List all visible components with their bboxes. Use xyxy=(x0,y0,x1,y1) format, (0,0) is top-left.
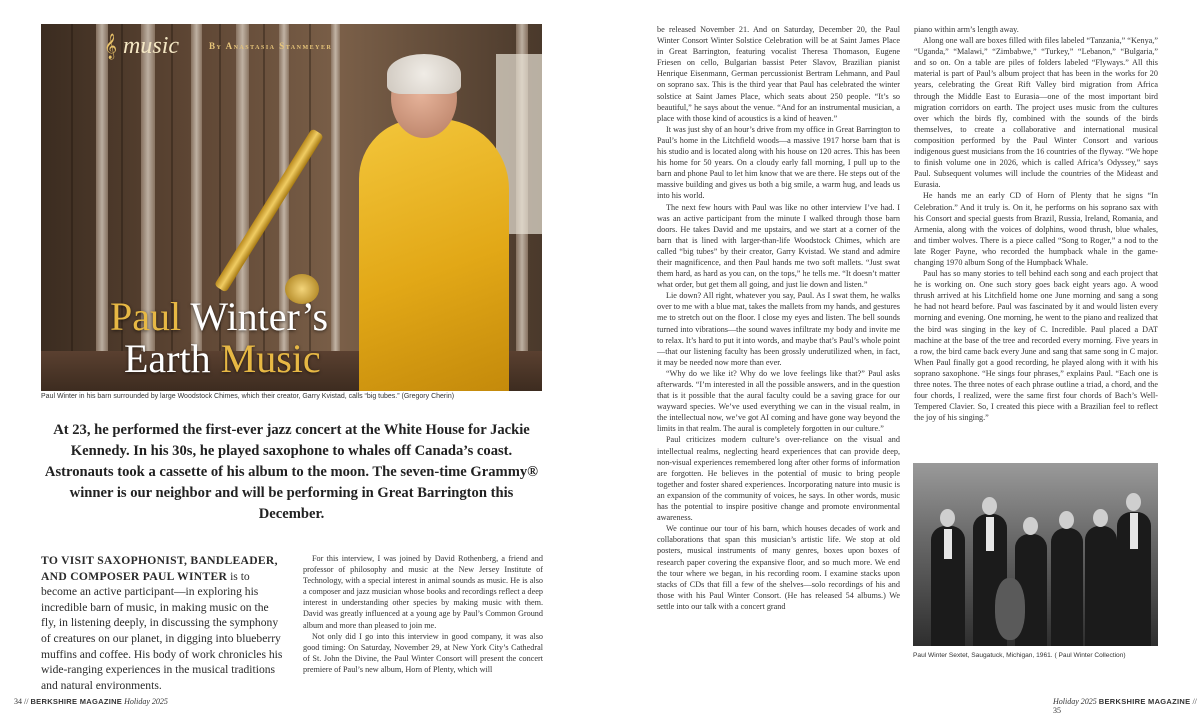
right-column-1 xyxy=(657,24,900,612)
paragraph: We continue our tour of his barn, which houses decades of work and collaborations that span this musician’s artistic life. We stop at old posters, musical instruments of many genres, boxes upon boxes of research paper covering the expansive floor, and so much more. We end the tour where we began, in his recording room. I examine stacks upon stacks of CDs that fill a few of the shelves—solo recordings of his and those with his Paul Winter Consort. (He has released 54 albums.) We settle into our talk with a concert grand xyxy=(657,524,900,611)
page-number: 34 xyxy=(14,697,22,706)
paragraph: Along one wall are boxes filled with files labeled “Tanzania,” “Kenya,” “Uganda,” “Malawi,” “Zimbabwe,” “Turkey,” “Lebanon,” “Bulgaria,” and so on. On a table are piles of folders labeled “Flyways.” All this material is part of Paul’s album project that has been in the works for 20 years, celebrating the Great Rift Valley bird migration from Africa through the Middle East to Eurasia—one of the most important bird migration corridors on earth. The project uses music from the cultures over which the birds fly, combined with the sounds of the birds themselves, to create a collaborative and international musical composition performed by the Paul Winter Consort and various indigenous guest musicians from the 16 countries of the flyway. “We hope to finish volume one in 2026, which is called Africa’s Odyssey,” says Paul. Subsequent volumes will include the countries of the Mideast and Eurasia. xyxy=(914,36,1158,190)
article-title xyxy=(110,296,328,380)
paragraph: It was just shy of an hour’s drive from my office in Great Barrington to Paul’s home in the Litchfield woods—a massive 1917 horse barn that is his studio and is located along with his house on 120 acres. This has been his home for 50 years. On a cloudy early fall morning, I pull up to the barn and phone Paul to let him know that we are there. He steps out of the massive building and gives us both a big smile, a warm hug, and leads us into his world. xyxy=(657,124,900,201)
paragraph: For this interview, I was joined by David Rothenberg, a friend and professor of philosophy and music at the New Jersey Institute of Technology, with a special interest in animal sounds as music. He is also a composer and jazz musician whose books and recordings reflect a deep interest in understanding other species by making music with them. David was greatly influenced at a young age by Paul’s Common Ground album and more than pleased to join me. xyxy=(303,554,543,630)
deck: At 23, he performed the first-ever jazz concert at the White House for Jackie Kennedy. In his 30s, he played saxophone to whales off Canada’s coast. Astronauts took a cassette of his album to the moon. The seven-time Grammy® winner is our neighbor and will be performing in Great Barrington this December. xyxy=(44,422,539,522)
section-word: music xyxy=(123,33,180,59)
title-word-earth: Earth xyxy=(124,336,211,381)
issue: Holiday 2025 xyxy=(124,697,168,706)
folio-right: Holiday 2025 BERKSHIRE MAGAZINE // 35 xyxy=(1053,697,1197,715)
issue: Holiday 2025 xyxy=(1053,697,1097,706)
right-page xyxy=(600,0,1200,716)
magazine-name: BERKSHIRE MAGAZINE xyxy=(1098,697,1191,706)
folio-left: 34 // BERKSHIRE MAGAZINE Holiday 2025 xyxy=(14,697,168,706)
byline: By Anastasia Stanmeyer xyxy=(209,41,333,51)
paragraph: piano within arm’s length away. xyxy=(914,25,1019,34)
paragraph: Lie down? All right, whatever you say, Paul. As I swat them, he walks over to me with a blue mat, takes the mallets from my hands, and gestures me to stretch out on the floor. I close my eyes and listen. The bell sounds turned into vibrations—the sound waves infiltrate my body and invite me to relax. It’s hard to put it into words, and maybe that’s Paul’s whole point—that our listening faculty has been grossly underutilized when, in fact, it may be needed now more than ever. xyxy=(657,291,900,367)
section-tag xyxy=(104,33,179,60)
lead-text: is to become an active participant—in exploring his incredible barn of music, in making music on the fly, in listening deeply, in discussing the symphony of creatures on our planet, in digging into blueberry muffins and coffee. His body of work chronicles his wide-ranging experiences in the musical traditions and natural environments. xyxy=(41,569,283,692)
lead-caps: TO VISIT SAXOPHONIST, BANDLEADER, AND COMPOSER PAUL WINTER xyxy=(41,554,278,583)
left-column-2 xyxy=(303,553,543,675)
paragraph: The next few hours with Paul was like no other interview I’ve had. I was an active participant from the minute I walked through those barn doors. He takes David and me upstairs, and we start at a corner of the barn that is lined with larger-than-life Woodstock Chimes, which are called “big tubes” by their creator, Garry Kvistad. We stand and admire their magnificence, and then Paul hands me two soft mallets. “Just swat them hard, as hard as you can, on the tops,” he tells me. “It doesn’t matter what order, but get them all going, and just lie down and listen.” xyxy=(657,202,900,290)
sextet-photo xyxy=(913,463,1158,646)
page-number: 35 xyxy=(1053,706,1061,715)
lead-paragraph xyxy=(41,553,286,693)
title-word-winters: Winter’s xyxy=(190,294,329,339)
saxophone xyxy=(214,128,324,292)
title-word-music: Music xyxy=(220,336,321,381)
title-word-paul: Paul xyxy=(110,294,182,339)
paragraph: Not only did I go into this interview in good company, it was also good timing: On Saturday, November 29, at New York City’s Cathedral of St. John the Divine, the Paul Winter Consort will present the concert premiere of Paul’s new album, Horn of Plenty, which will xyxy=(303,631,543,674)
treble-clef-icon: 𝄞 xyxy=(104,34,118,59)
musician-figure xyxy=(359,119,509,391)
right-column-2 xyxy=(914,24,1158,423)
paragraph: Paul criticizes modern culture’s over-reliance on the visual and intellectual realms, neglecting heard experiences that can provide deep, non-visual experiences remembered long after other forms of information are forgotten. He believes in the potential of music to bring people together and foster shared experiences. Incorporating nature into music is an expansion of the community of voices, he says. In other words, music has the potential to inspire positive change and promote environmental awareness. xyxy=(657,435,900,523)
paragraph: Paul has so many stories to tell behind each song and each project that he is working on. One such story goes back eight years ago. A wood thrush arrived at his Litchfield home one June morning and sang a song he had not heard before. Paul was fascinated by it and would listen every morning and evening. One morning, he went to the piano and realized that the bird was singing in the key of C. Incredible. Paul placed a DAT machine at the base of the tree and recorded every morning. Five years in a row, the bird came back every June and sang that same song in C major. When Paul finally got a good recording, he played along with it with his soprano saxophone. “He sings four phrases,” explains Paul. “Each one is three notes. The three notes of each phrase outline a triad, a chord, and the four chords, I realized, were the same first four chords of Bach’s Well-Tempered Clavier. So, I created this piece with a Brazilian feel to reflect the joy of his singing.” xyxy=(914,269,1158,423)
paragraph: be released November 21. And on Saturday, December 20, the Paul Winter Consort Winter Solstice Celebration will be at Saint James Place in Great Barrington, featuring vocalist Theresa Thomason, Eugene Friesen on cello, Bulgarian bassist Peter Slavov, Brazilian pianist Henrique Eisenmann, German percussionist Bertram Lehmann, and Paul on soprano sax. This is the third year that Paul has celebrated the winter solstice at Saint James Place, which seats about 250 people. “It’s so beautiful,” he says about the venue. “And for an instrumental musician, a place with those kind of acoustics is a kind of heaven.” xyxy=(657,25,900,123)
photo-caption: Paul Winter in his barn surrounded by large Woodstock Chimes, which their creator, Garry Kvistad, calls “big tubes.” (Gregory Cherin) xyxy=(41,393,455,400)
sextet-caption: Paul Winter Sextet, Saugatuck, Michigan, 1961. ( Paul Winter Collection) xyxy=(913,652,1126,659)
paragraph: “Why do we like it? Why do we love feelings like that?” Paul asks afterwards. “I’m interested in all the possible answers, and in the question that is it possible that the aural faculty could be a saving grace for our wayward species. We’ve used everything we can in the visual realm, in the intellectual now, we’ve got AI coming and have gone way beyond the limits in that realm. The aural is completely forgotten in our culture.” xyxy=(657,368,900,434)
paragraph: He hands me an early CD of Horn of Plenty that he signs “In Celebration.” And it truly is. On it, he performs on his soprano sax with his Consort and special guests from Brazil, Russia, Ireland, Romania, and Armenia, along with the voices of dolphins, wood thrush, blue whales, and timber wolves. There is a piece called “Song to Roger,” a nod to the late Roger Payne, who recorded the humpback whale in the game-changing 1970 album Song of the Humpback Whale. xyxy=(914,191,1158,267)
magazine-name: BERKSHIRE MAGAZINE xyxy=(30,697,123,706)
